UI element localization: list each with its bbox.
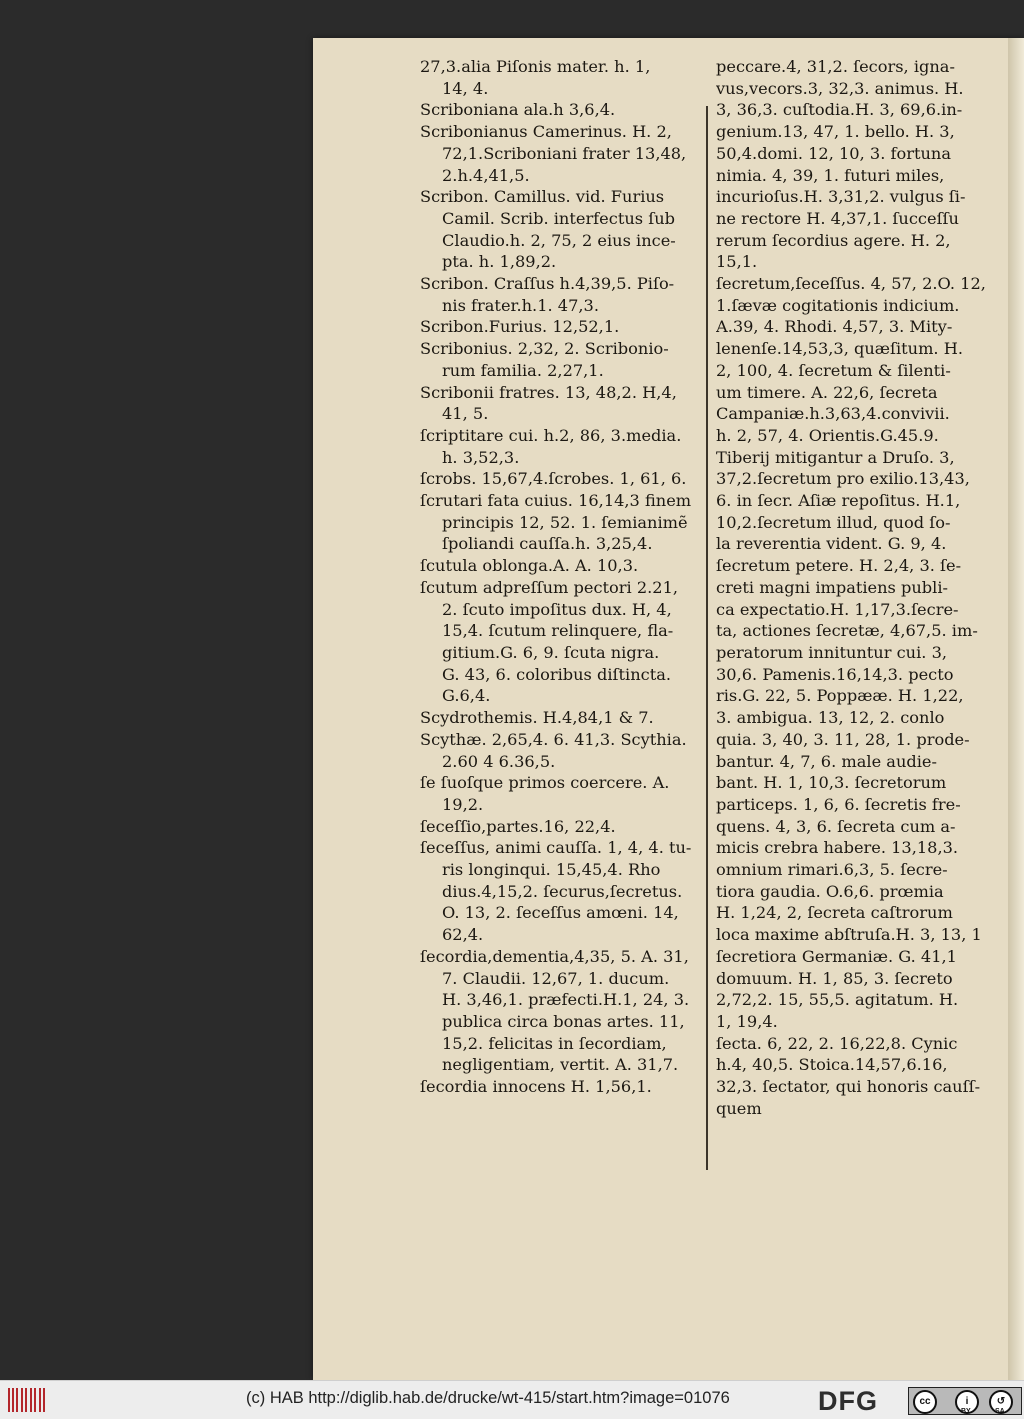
index-line: negligentiam, vertit. A. 31,7. [442,1055,679,1075]
index-line: vus,vecors.3, 32,3. animus. H. [716,78,964,98]
index-line: pta. h. 1,89,2. [442,252,557,272]
index-line: loca maxime abſtruſa.H. 3, 13, 1 [716,925,982,945]
index-line: 19,2. [442,794,484,814]
index-line: publica circa bonas artes. 11, [442,1011,685,1031]
index-line: Scribon. Camillus. vid. Furius [420,187,665,207]
index-line: 2.h.4,41,5. [442,165,530,185]
index-line: ris longinqui. 15,45,4. Rho [442,860,661,880]
index-line: bantur. 4, 7, 6. male audie- [716,751,937,771]
license-sa-label: SA [995,1408,1005,1415]
index-line: 2, 100, 4. ſecretum & ſilenti- [716,360,951,380]
index-line: Scribon.Furius. 12,52,1. [420,317,620,337]
index-line: 32,3. ſectator, qui honoris cauſſ- [716,1077,981,1097]
index-line: ſcutum adpreſſum pectori 2.21, [420,577,679,597]
index-line: rerum ſecordius agere. H. 2, [716,230,951,250]
index-line: ſeceſſus, animi cauſſa. 1, 4, 4. tu- [420,838,692,858]
index-line: micis crebra habere. 13,18,3. [716,838,959,858]
index-line: 15,2. felicitas in ſecordiam, [442,1033,667,1053]
index-line: ſecretum,ſeceſſus. 4, 57, 2.O. 12, [716,274,986,294]
index-line: ſcriptitare cui. h.2, 86, 3.media. [420,425,682,445]
share-alike-icon: ↺ [989,1390,1013,1414]
index-line: quem [716,1098,762,1118]
index-line: 72,1.Scriboniani frater 13,48, [442,143,687,163]
index-line: peratorum innituntur cui. 3, [716,642,948,662]
index-line: 1, 19,4. [716,1011,778,1031]
index-line: 27,3.alia Piſonis mater. h. 1, [420,57,651,76]
index-line: 7. Claudii. 12,67, 1. ducum. [442,968,670,988]
index-line: nis frater.h.1. 47,3. [442,295,599,315]
index-line: 14, 4. [442,78,489,98]
index-line: tiora gaudia. O.6,6. prœmia [716,881,944,901]
index-line: Campaniæ.h.3,63,4.convivii. [716,404,950,424]
index-line: um timere. A. 22,6, ſecreta [716,382,938,402]
index-line: 62,4. [442,925,484,945]
index-line: Scriboniana ala.h 3,6,4. [420,100,616,120]
index-line: nimia. 4, 39, 1. futuri miles, [716,165,945,185]
index-line: ſe ſuoſque primos coercere. A. [420,773,670,793]
index-line: dius.4,15,2. ſecurus,ſecretus. [442,881,683,901]
index-line: rum familia. 2,27,1. [442,360,604,380]
index-line: Scribonii fratres. 13, 48,2. H,4, [420,382,677,402]
index-line: H. 3,46,1. præfecti.H.1, 24, 3. [442,990,690,1010]
index-line: ſeceſſio,partes.16, 22,4. [420,816,616,836]
index-line: 50,4.domi. 12, 10, 3. fortuna [716,143,951,163]
copyright-link[interactable]: (c) HAB http://diglib.hab.de/drucke/wt-415/start.htm?image=01076 [246,1389,730,1407]
index-line: ſecretum petere. H. 2,4, 3. ſe- [716,556,962,576]
index-line: ne rectore H. 4,37,1. ſucceſſu [716,208,959,228]
index-line: 2.60 4 6.36,5. [442,751,556,771]
index-line: ſecta. 6, 22, 2. 16,22,8. Cynic [716,1033,958,1053]
index-line: 30,6. Pamenis.16,14,3. pecto [716,664,954,684]
index-line: O. 13, 2. ſeceſſus amœni. 14, [442,903,679,923]
index-line: Scribon. Craſſus h.4,39,5. Piſo- [420,274,675,294]
dfg-logo[interactable]: DFG [818,1386,878,1416]
index-line: omnium rimari.6,3, 5. ſecre- [716,860,948,880]
index-line: Scribonius. 2,32, 2. Scribonio- [420,339,669,359]
index-line: 6. in ſecr. Aſiæ repoſitus. H.1, [716,491,961,511]
index-line: G. 43, 6. coloribus diſtincta. [442,664,672,684]
index-line: domuum. H. 1, 85, 3. ſecreto [716,968,953,988]
index-line: ſpoliandi cauſſa.h. 3,25,4. [442,534,653,554]
hab-logo-icon[interactable] [8,1388,46,1412]
index-line: 37,2.ſecretum pro exilio.13,43, [716,469,970,489]
index-line: 15,1. [716,252,758,272]
index-line: ca expectatio.H. 1,17,3.ſecre- [716,599,959,619]
index-line: ſecordia,dementia,4,35, 5. A. 31, [420,946,689,966]
index-line: peccare.4, 31,2. ſecors, igna- [716,57,955,76]
index-line: h. 2, 57, 4. Orientis.G.45.9. [716,425,939,445]
index-line: ſcrutari fata cuius. 16,14,3 finem [420,491,692,511]
index-line: quens. 4, 3, 6. ſecreta cum a- [716,816,956,836]
index-line: principis 12, 52. 1. ſemianimẽ [442,512,688,532]
index-line: Scribonianus Camerinus. H. 2, [420,122,672,142]
index-line: incurioſus.H. 3,31,2. vulgus ſi- [716,187,966,207]
index-line: A.39, 4. Rhodi. 4,57, 3. Mity- [716,317,953,337]
index-line: Scythæ. 2,65,4. 6. 41,3. Scythia. [420,729,687,749]
index-line: Tiberij mitigantur a Druſo. 3, [716,447,955,467]
index-line: G.6,4. [442,686,491,706]
index-line: 3, 36,3. cuſtodia.H. 3, 69,6.in- [716,100,963,120]
index-line: lenenſe.14,53,3, quæſitum. H. [716,339,963,359]
index-line: bant. H. 1, 10,3. ſecretorum [716,773,947,793]
index-line: quia. 3, 40, 3. 11, 28, 1. prode- [716,729,970,749]
index-line: Scydrothemis. H.4,84,1 & 7. [420,708,654,728]
cc-icon: cc [913,1390,937,1414]
index-line: 2. ſcuto impoſitus dux. H, 4, [442,599,672,619]
index-line: genium.13, 47, 1. bello. H. 3, [716,122,955,142]
page-edge [1008,38,1024,1380]
index-line: h. 3,52,3. [442,447,520,467]
license-by-label: BY [961,1408,971,1415]
index-line: 10,2.ſecretum illud, quod ſo- [716,512,951,532]
index-line: gitium.G. 6, 9. ſcuta nigra. [442,642,660,662]
index-line: H. 1,24, 2, ſecreta caſtrorum [716,903,953,923]
index-line: ta, actiones ſecretæ, 4,67,5. im- [716,621,978,641]
index-line: ſecordia innocens H. 1,56,1. [420,1077,652,1097]
index-line: la reverentia vident. G. 9, 4. [716,534,947,554]
column-divider [706,106,708,1170]
index-line: 41, 5. [442,404,489,424]
index-line: 2,72,2. 15, 55,5. agitatum. H. [716,990,959,1010]
index-line: Claudio.h. 2, 75, 2 eius ince- [442,230,676,250]
index-column-right [716,56,1008,1119]
index-line: 1.ſævæ cogitationis indicium. [716,295,960,315]
index-line: 15,4. ſcutum relinquere, fla- [442,621,674,641]
by-person-icon: i [955,1390,979,1414]
index-line: ris.G. 22, 5. Poppææ. H. 1,22, [716,686,964,706]
index-line: ſecretiora Germaniæ. G. 41,1 [716,946,957,966]
index-line: h.4, 40,5. Stoica.14,57,6.16, [716,1055,948,1075]
cc-license-badge[interactable] [908,1387,1022,1415]
index-line: Camil. Scrib. interfectus ſub [442,208,675,228]
index-line: creti magni impatiens publi- [716,577,948,597]
index-line: ſcrobs. 15,67,4.ſcrobes. 1, 61, 6. [420,469,687,489]
index-line: particeps. 1, 6, 6. ſecretis fre- [716,794,961,814]
index-line: ſcutula oblonga.A. A. 10,3. [420,556,639,576]
index-line: 3. ambigua. 13, 12, 2. conlo [716,708,945,728]
viewer-footer [0,1380,1024,1419]
index-column-left [420,56,702,1098]
